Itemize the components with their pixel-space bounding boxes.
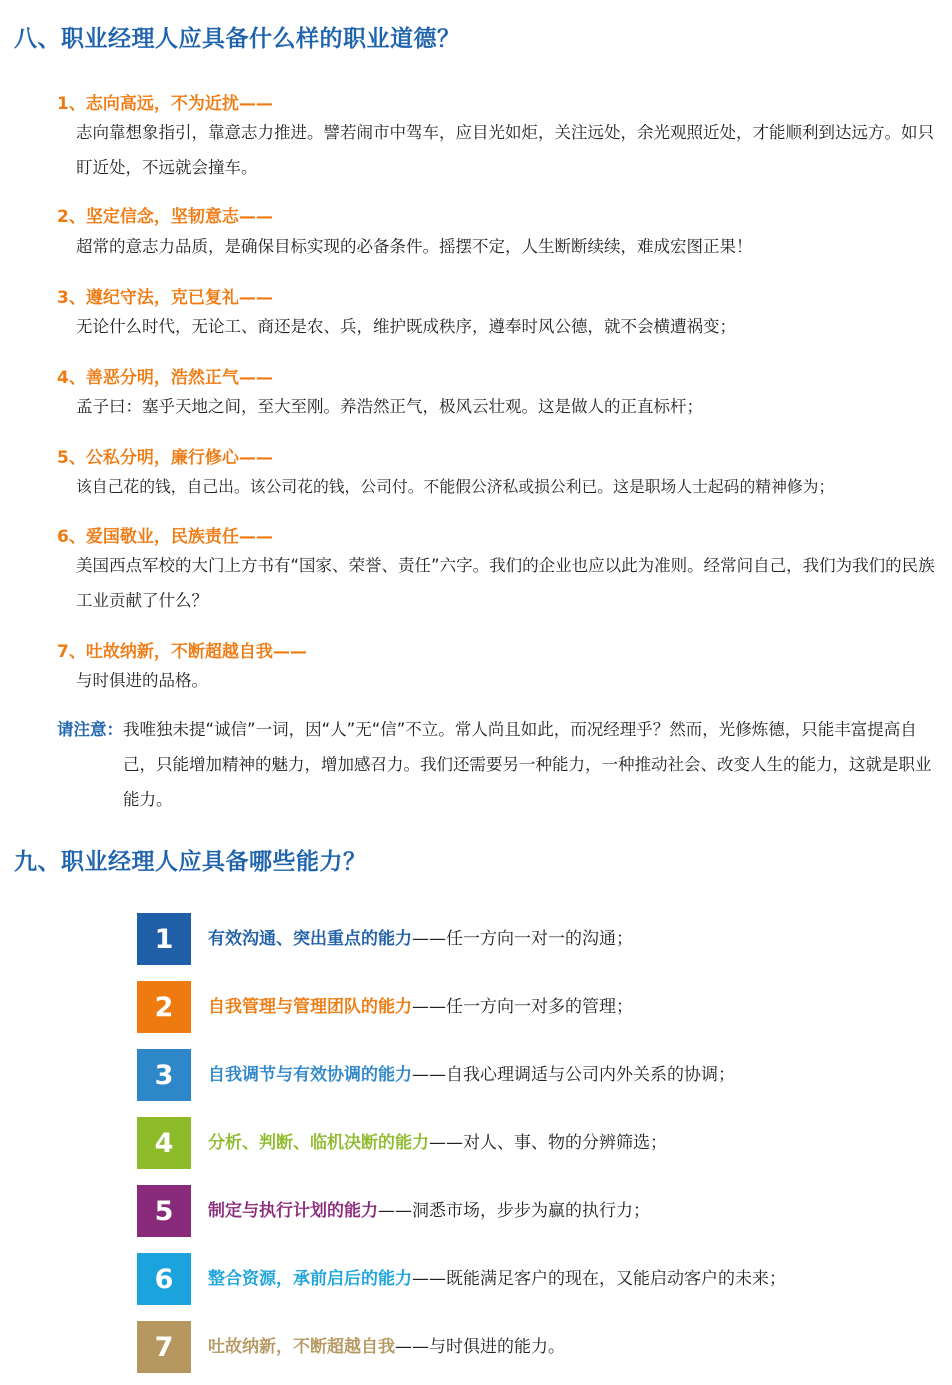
item-6-body: 美国西点军校的大门上方书有“国家、荣誉、责任”六字。我们的企业也应以此为准则。经常问自己，我们为我们的民族工业贡献了什么？ <box>76 556 935 610</box>
ability-name: 制定与执行计划的能力 <box>208 1201 378 1221</box>
item-5-head: 5、公私分明，廉行修心—— <box>57 448 273 468</box>
ability-number-box: 4 <box>137 1117 191 1169</box>
item-2-body: 超常的意志力品质，是确保目标实现的必备条件。摇摆不定，人生断断续续，难成宏图正果！ <box>76 237 753 256</box>
ability-name: 自我管理与管理团队的能力 <box>208 997 412 1017</box>
item-1-head: 1、志向高远，不为近扰—— <box>57 94 273 114</box>
item-1-body: 志向靠想象指引，靠意志力推进。譬若闹市中驾车，应目光如炬，关注远处，余光观照近处，才能顺利到达远方。如只盯近处，不远就会撞车。 <box>76 123 934 177</box>
ability-row-7 <box>137 1321 937 1373</box>
ability-number-box: 1 <box>137 913 191 965</box>
item-3-head: 3、遵纪守法，克已复礼—— <box>57 288 273 308</box>
ability-desc: ——任一方向一对多的管理； <box>412 997 633 1017</box>
item-2-head: 2、坚定信念，坚韧意志—— <box>57 207 273 227</box>
ability-desc: ——任一方向一对一的沟通； <box>412 929 633 949</box>
item-4-body: 孟子曰：塞乎天地之间，至大至刚。养浩然正气，极风云壮观。这是做人的正直标杆； <box>76 397 703 416</box>
ability-row-5 <box>137 1185 937 1237</box>
ability-text <box>208 1117 667 1169</box>
note-block <box>57 712 942 817</box>
ability-number-box: 5 <box>137 1185 191 1237</box>
ability-number-box: 3 <box>137 1049 191 1101</box>
note-label: 请注意： <box>57 720 123 739</box>
section-9-title: 九、职业经理人应具备哪些能力？ <box>14 849 367 875</box>
ability-number-box: 6 <box>137 1253 191 1305</box>
item-7-head: 7、吐故纳新，不断超越自我—— <box>57 642 307 662</box>
ability-name: 分析、判断、临机决断的能力 <box>208 1133 429 1153</box>
item-7-body: 与时俱进的品格。 <box>76 671 208 690</box>
ability-desc: ——洞悉市场，步步为赢的执行力； <box>378 1201 650 1221</box>
ability-number-box: 7 <box>137 1321 191 1373</box>
ability-name: 整合资源，承前启后的能力 <box>208 1269 412 1289</box>
ability-row-4 <box>137 1117 937 1169</box>
item-3-body: 无论什么时代，无论工、商还是农、兵，维护既成秩序，遵奉时风公德，就不会横遭祸变； <box>76 317 736 336</box>
ability-name: 自我调节与有效协调的能力 <box>208 1065 412 1085</box>
item-6-head: 6、爱国敬业，民族责任—— <box>57 527 273 547</box>
section-8-title: 八、职业经理人应具备什么样的职业道德？ <box>14 26 461 52</box>
ability-text <box>208 1049 735 1101</box>
ability-row-1 <box>137 913 937 965</box>
note-text: 我唯独未提“诚信”一词，因“人”无“信”不立。常人尚且如此，而况经理乎？然而，光修炼德，只能丰富提高自己，只能增加精神的魅力，增加感召力。我们还需要另一种能力，一种推动社会、改变人生的能力，这就是职业能力。 <box>123 720 932 809</box>
item-5-body: 该自己花的钱，自己出。该公司花的钱，公司付。不能假公济私或损公利已。这是职场人士起码的精神修为； <box>76 477 835 496</box>
ability-name: 有效沟通、突出重点的能力 <box>208 929 412 949</box>
ability-row-2 <box>137 981 937 1033</box>
ability-row-3 <box>137 1049 937 1101</box>
ability-text <box>208 981 633 1033</box>
ability-number-box: 2 <box>137 981 191 1033</box>
ability-text <box>208 1321 565 1373</box>
ability-desc: ——自我心理调适与公司内外关系的协调； <box>412 1065 735 1085</box>
ability-desc: ——对人、事、物的分辨筛选； <box>429 1133 667 1153</box>
ability-desc: ——与时俱进的能力。 <box>395 1337 565 1357</box>
ability-desc: ——既能满足客户的现在，又能启动客户的未来； <box>412 1269 786 1289</box>
ability-text <box>208 1253 786 1305</box>
ability-row-6 <box>137 1253 937 1305</box>
item-4-head: 4、善恶分明，浩然正气—— <box>57 368 273 388</box>
ability-text <box>208 1185 650 1237</box>
ability-text <box>208 913 633 965</box>
ability-name: 吐故纳新，不断超越自我 <box>208 1337 395 1357</box>
